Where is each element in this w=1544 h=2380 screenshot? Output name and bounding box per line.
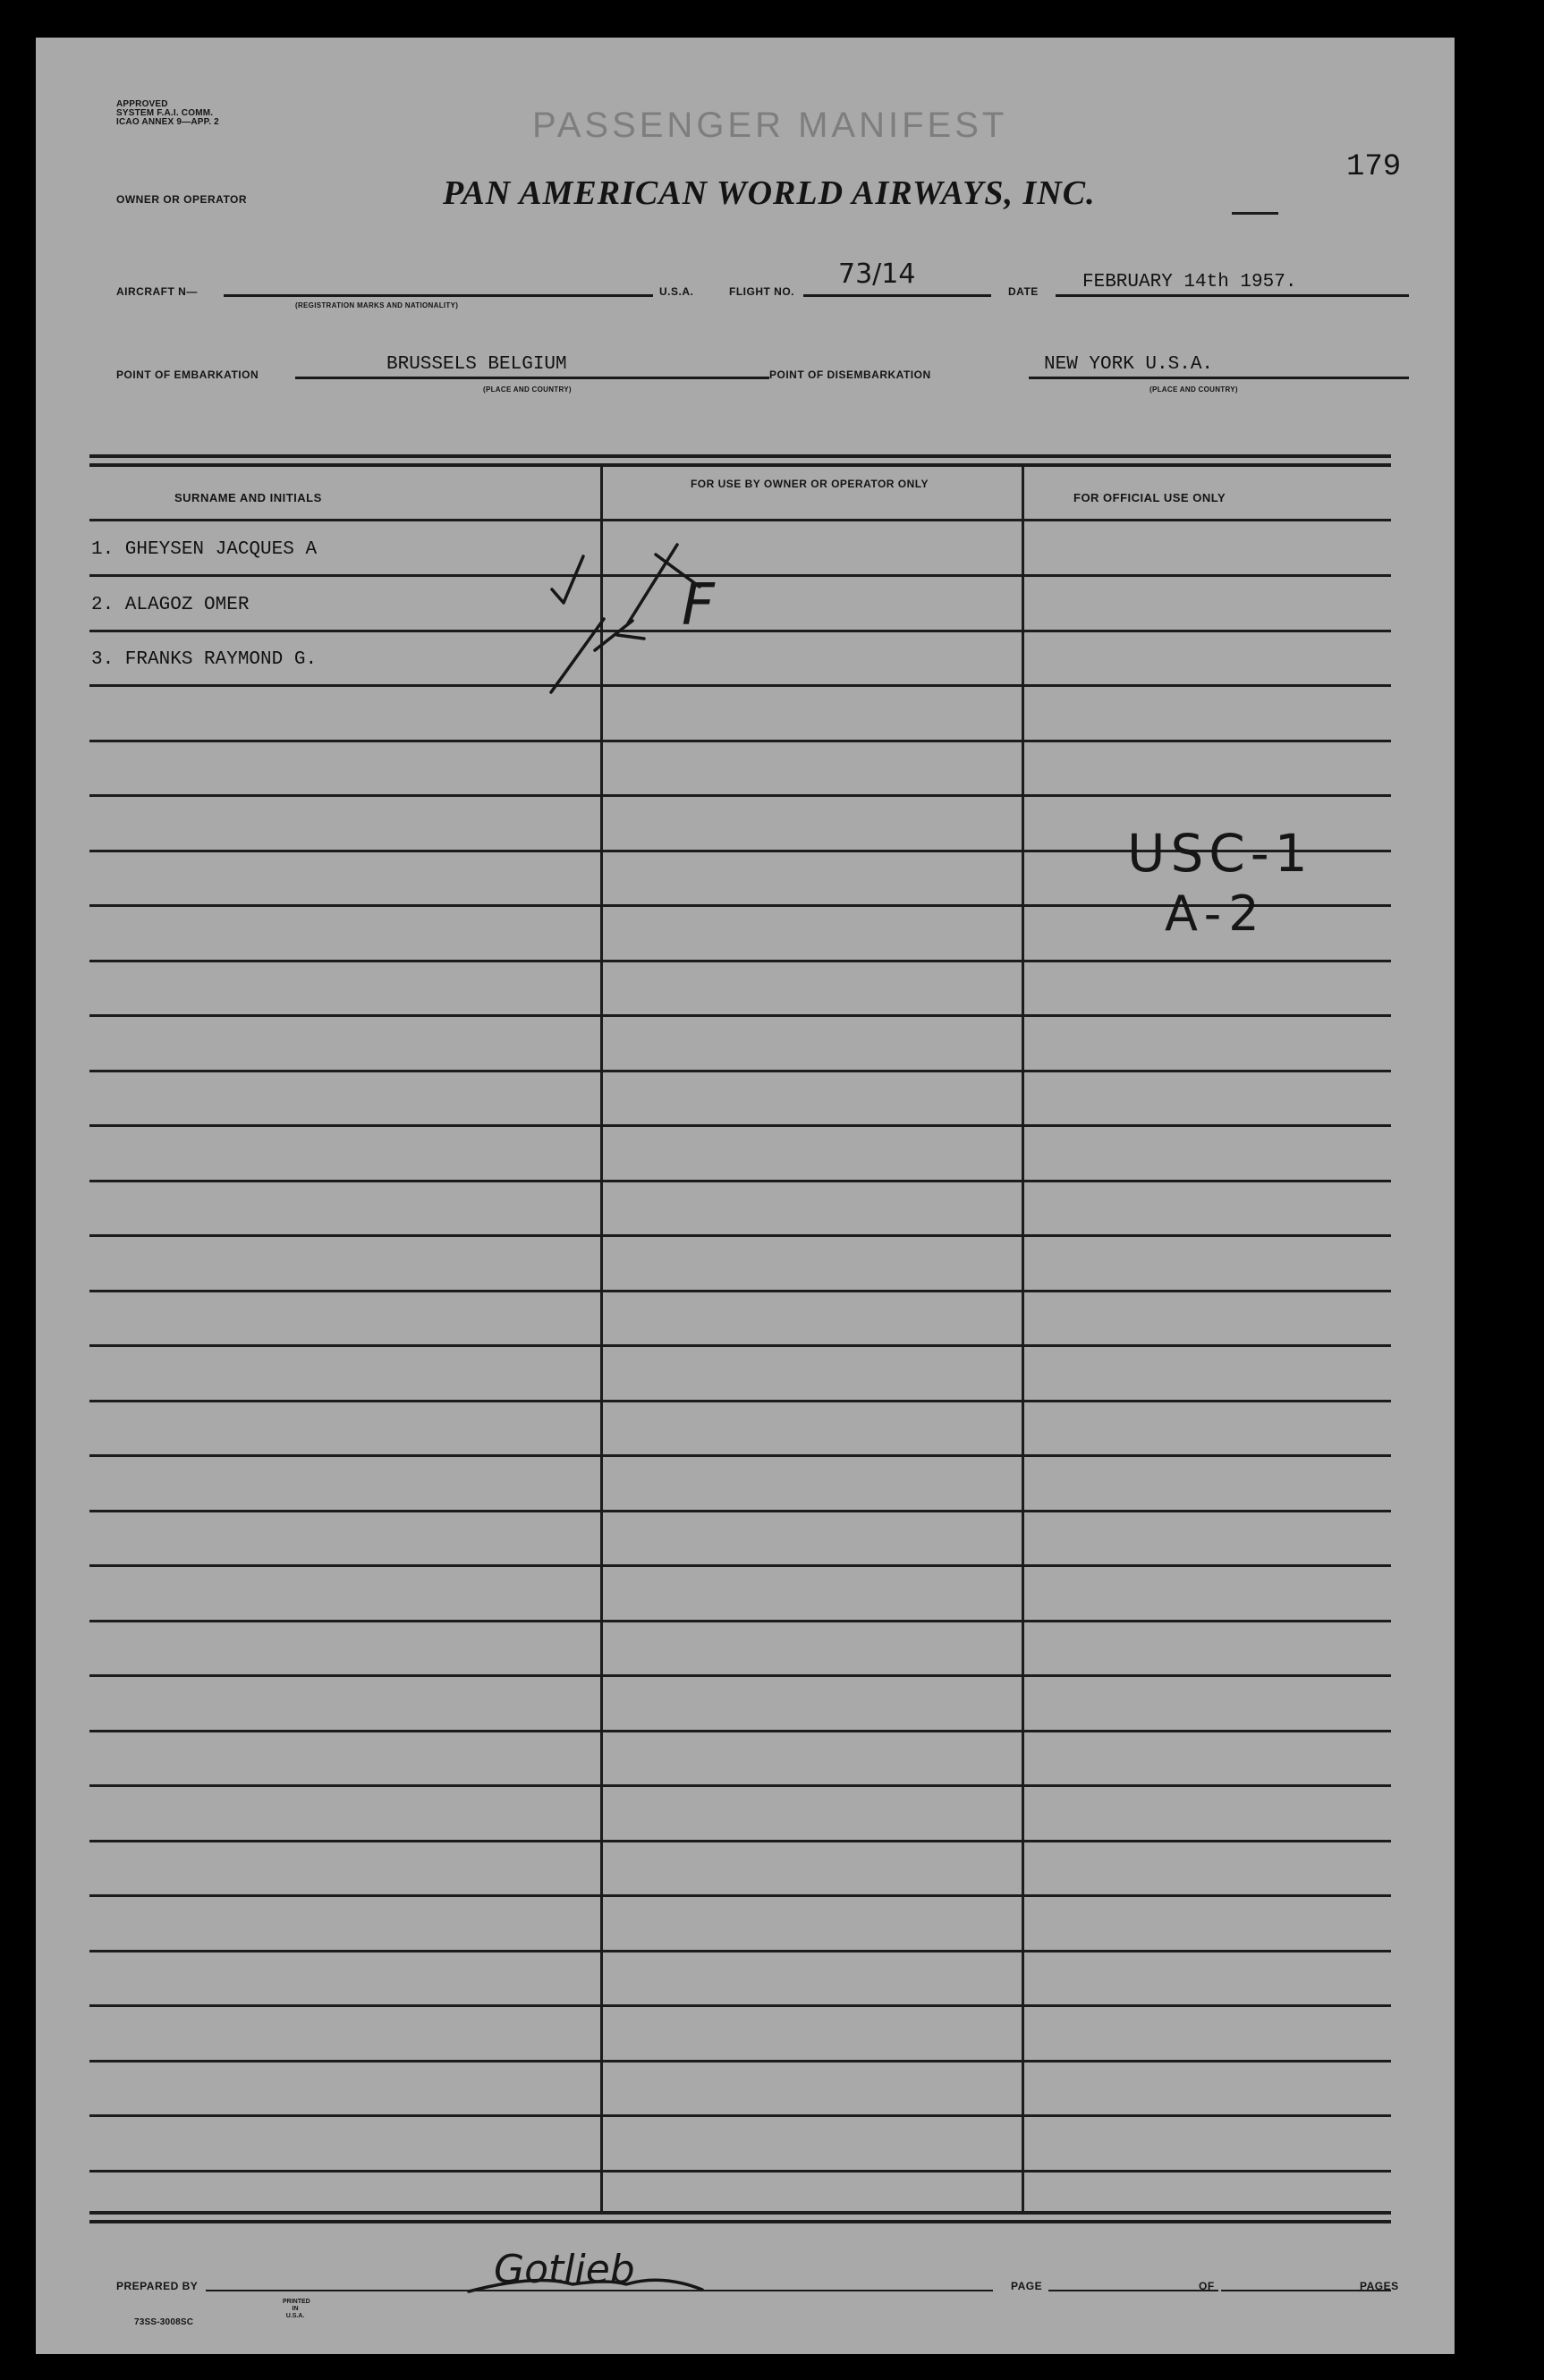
official-annotation-line-2: A-2 [1165, 885, 1267, 942]
check-mark-icon [552, 556, 583, 603]
date-label: DATE [1008, 285, 1039, 298]
usa-label: U.S.A. [659, 285, 694, 298]
col-header-official-use: FOR OFFICIAL USE ONLY [1073, 491, 1226, 504]
prepared-by-label: PREPARED BY [116, 2280, 199, 2292]
embarkation-sublabel: (PLACE AND COUNTRY) [483, 385, 572, 394]
disembarkation-sublabel: (PLACE AND COUNTRY) [1150, 385, 1238, 394]
disembarkation-value: NEW YORK U.S.A. [1044, 354, 1214, 375]
embarkation-label: POINT OF EMBARKATION [116, 368, 259, 381]
page-label: PAGE [1011, 2280, 1043, 2292]
pages-label: PAGES [1360, 2280, 1399, 2292]
passenger-row-3: 3. FRANKS RAYMOND G. [91, 649, 318, 670]
official-annotation-line-1: USC-1 [1127, 823, 1313, 884]
flight-label: FLIGHT NO. [729, 285, 794, 298]
page-number-line [1048, 2290, 1218, 2291]
form-title: PASSENGER MANIFEST [532, 106, 1008, 145]
col-header-surname: SURNAME AND INITIALS [174, 491, 322, 504]
flight-number: 73/14 [838, 258, 916, 290]
approval-line-2: SYSTEM F.A.I. COMM. [116, 108, 214, 118]
passenger-row-1: 1. GHEYSEN JACQUES A [91, 539, 318, 560]
pass-mark-stroke-3 [551, 619, 604, 692]
date-value: FEBRUARY 14th 1957. [1082, 272, 1297, 292]
of-label: OF [1199, 2280, 1215, 2292]
operator-mark-letter: F [682, 572, 715, 639]
col-header-operator-use: FOR USE BY OWNER OR OPERATOR ONLY [690, 478, 929, 490]
pass-mark-stroke-2 [617, 635, 644, 639]
printed-in-usa-stamp: PRINTED IN U.S.A. [283, 2299, 310, 2319]
operator-name: PAN AMERICAN WORLD AIRWAYS, INC. [443, 174, 1096, 212]
owner-label: OWNER OR OPERATOR [116, 193, 248, 206]
page-ref-number: 179 [1346, 150, 1402, 184]
registration-sublabel: (REGISTRATION MARKS AND NATIONALITY) [295, 301, 459, 309]
preparer-signature: Gotlieb [494, 2247, 635, 2292]
manifest-sheet [36, 38, 1455, 2354]
approval-line-3: ICAO ANNEX 9—APP. 2 [116, 117, 219, 127]
x-mark-stroke-2 [628, 545, 677, 623]
passenger-row-2: 2. ALAGOZ OMER [91, 595, 250, 615]
disembarkation-label: POINT OF DISEMBARKATION [769, 368, 931, 381]
aircraft-label: AIRCRAFT N— [116, 285, 198, 298]
form-code: 73SS-3008SC [134, 2317, 194, 2327]
handwritten-marks [36, 38, 1455, 2354]
approval-line-1: APPROVED [116, 99, 168, 109]
embarkation-value: BRUSSELS BELGIUM [386, 354, 567, 375]
